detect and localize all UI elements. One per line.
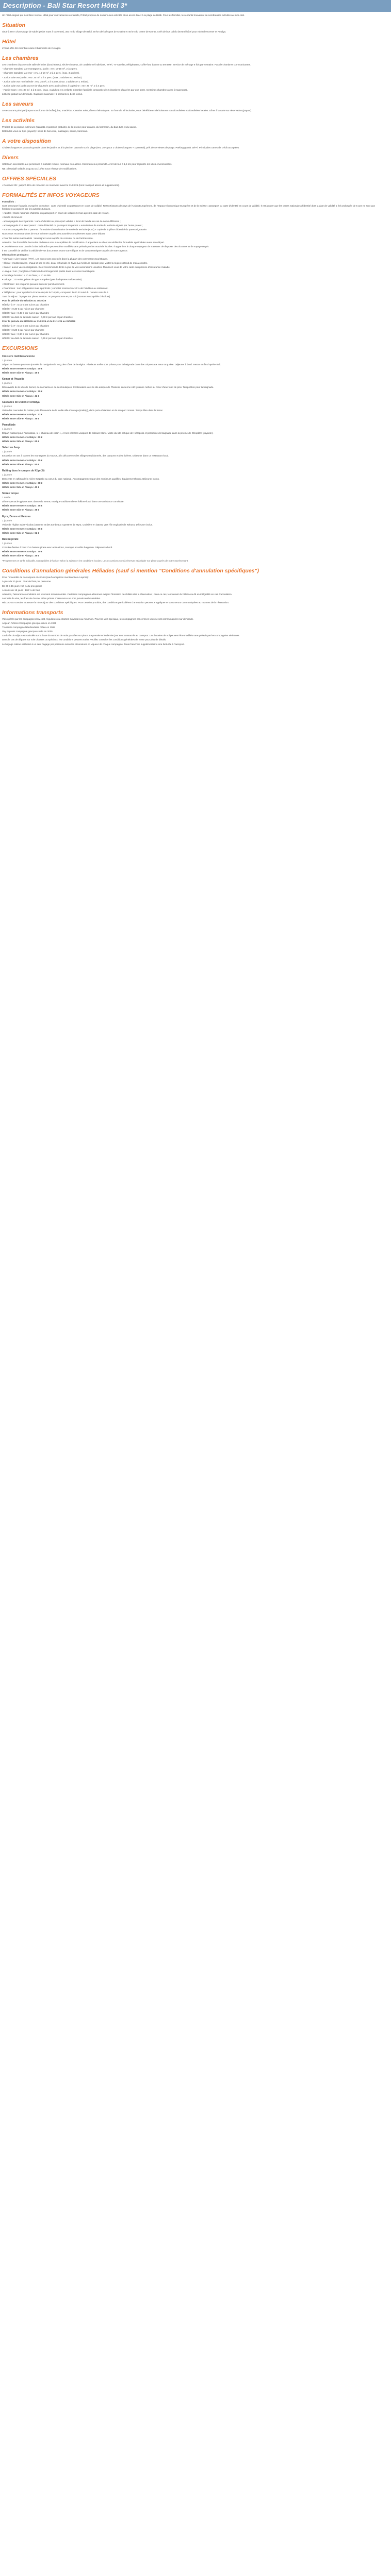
excursion-price: Hôtels entre Side et Alanya : 38 € <box>2 509 40 512</box>
excursion-description: Excursion en 4x4 à travers les montagnes du Taurus, à la découverte des villages traditionnels, des canyons et des rivières. Déjeuner dans un restaurant local. <box>2 454 169 457</box>
excursion-price: Hôtels entre Kemer et Antalya : 35 € <box>2 504 43 507</box>
section-paragraph: • Bébés et mineurs : <box>2 216 24 219</box>
excursion-footnote: *Programmes et tarifs indicatifs, susceptibles d'évoluer selon la saison et les conditions locales. Les excursions sont à réserver et à régler sur place auprès de notre représentant. <box>2 560 189 563</box>
excursion-duration: 1 journée <box>2 519 12 522</box>
section-formalites <box>2 192 385 340</box>
section-paragraph: - Chambre standard vue montagne ou jardin : env. 16-18 m², 2 à 3 pers. <box>2 67 78 71</box>
excursion-name: Rafting dans le canyon de Köprülü <box>2 469 45 472</box>
section-paragraph: À moins de 15 jours : 100 % de frais <box>2 588 40 591</box>
section-paragraph: Hôtel 5* luxe : 0,45 € par nuit et par chambre <box>2 312 50 315</box>
section-paragraph: Sont passeport français, européen ou suisse : carte d'identité ou passeport en cours de validité. Ressortissants de pays de l'Union Européenne, de l'Espace Économique Européen et de la Suisse : passeport ou carte d'identité en cours de validité. Il est à noter que les cartes nationales d'identité dont la date de validité a été prolongée de 5 ans ne sont pas forcément acceptées par les autorités turques. <box>2 204 376 210</box>
excursion-price: Hôtels entre Kemer et Antalya : 55 € <box>2 527 43 530</box>
excursion-price: Hôtels entre Kemer et Antalya : 32 € <box>2 413 43 416</box>
section-paragraph: Nous vous recommandons de vous informer auprès des autorités compétentes avant votre départ. <box>2 232 106 235</box>
section-paragraph: Aegean Airlines Compagnie grecque créée en 1999 <box>2 622 57 625</box>
excursion-description: Visite de l'église Saint-Nicolas à Demre et des tombeaux rupestres de Myra. Croisière en bateau vers l'île engloutie de Kekova. Déjeuner inclus. <box>2 523 153 526</box>
section-paragraph: Hôtel 5* luxe : 0,30 € par nuit et par chambre <box>2 332 50 335</box>
section-title-chambres: Les chambres <box>2 55 39 62</box>
excursion-item <box>2 401 385 420</box>
section-paragraph: • Climat : méditerranéen, chaud et sec en été, doux et humide en hiver. La meilleure période pour visiter la région s'étend de mai à octobre. <box>2 262 148 265</box>
section-situation <box>2 22 385 33</box>
section-paragraph: Informations pratiques : <box>2 253 29 256</box>
excursion-price: Hôtels entre Side et Alanya : 38 € <box>2 417 40 420</box>
section-animations <box>2 138 385 149</box>
excursion-name: Soirée turque <box>2 492 19 496</box>
section-paragraph: Hôtel 2* à 4* : 0,15 € par nuit et par chambre <box>2 303 50 307</box>
section-paragraph: Pour l'ensemble de nos séjours et circuits (sauf exceptions mentionnées ci-après) : <box>2 576 89 579</box>
excursion-price: Hôtels entre Side et Alanya : 35 € <box>2 554 40 557</box>
excursion-price: Hôtels entre Kemer et Antalya : 30 € <box>2 550 43 553</box>
excursion-duration: 1 journée <box>2 404 12 408</box>
section-paragraph: - accompagnés des 2 parents : carte d'identité ou passeport valides + livret de famille en cas de noms différents ; <box>2 220 121 223</box>
excursion-item <box>2 355 385 375</box>
excursion-description: Dîner-spectacle typique avec danse du ventre, musique traditionnelle et folklore local dans une ambiance conviviale. <box>2 500 124 503</box>
section-paragraph: Détendez-vous au Spa (payant) : soins de bien-être, massages, sauna, hammam. <box>2 130 88 133</box>
excursion-price: Hôtels entre Kemer et Antalya : 60 € <box>2 436 43 439</box>
section-paragraph: • Pourboires : non obligatoires mais appréciés ; comptez environ 5 à 10 % de l'addition au restaurant. <box>2 286 108 290</box>
excursion-description: Descente en rafting de la rivière Köprülü au cœur du parc national. Accompagnement par des moniteurs qualifiés. Équipement fourni. Déjeuner inclus. <box>2 477 160 480</box>
excursion-price: Hôtels entre Side et Alanya : 50 € <box>2 463 40 466</box>
section-title-conditions: Conditions d'annulation générales Héliades (sauf si mention "Conditions d'annulation spécifiques") <box>2 568 259 574</box>
section-paragraph: • Ces éléments sont donnés à titre indicatif et peuvent être modifiés sans préavis par les autorités locales. Il appartient à chaque voyageur de s'assurer de disposer des documents de voyage requis. <box>2 245 209 248</box>
section-paragraph: Il est conseillé de vérifier la validité de vos documents avant votre départ et de vous renseigner auprès de votre agence. <box>2 249 128 252</box>
section-paragraph: À plus de 30 jours : 35 € de frais par personne <box>2 580 51 583</box>
excursion-price: Hôtels entre Side et Alanya : 45 € <box>2 371 40 375</box>
section-paragraph: - Chambre standard vue mer : env. 16-18 m², 2 à 3 pers. (max. 3 adultes). <box>2 72 80 75</box>
excursion-description: Visite des cascades de Düden puis découverte de la vieille ville d'Antalya (Kaleiçi), de la porte d'Hadrien et de son port romain. Temps libre dans le bazar. <box>2 409 164 412</box>
section-title-excursions: EXCURSIONS <box>2 345 38 351</box>
section-paragraph: Hôtel non accessible aux personnes à mobilité réduite. Animaux non admis. Commerces à proximité. Arrêt de bus à 1,5 km pour rejoindre les villes environnantes. <box>2 163 172 166</box>
intro-text: Un hôtel élégant qui s'est bien rénové. Idéal pour vos vacances en famille, l'hôtel propose de nombreuses activités et un accès direct à la plage de Beldi. Pour les familles, les enfants trouveront de nombreuses activités au mini-club. <box>2 14 245 16</box>
excursion-name: Pamukkale <box>2 423 16 427</box>
section-title-hotel: Hôtel <box>2 39 16 45</box>
section-paragraph: Pour la période du 01/04/26 au 30/10/26 <box>2 299 46 302</box>
section-paragraph: • Réservez tôt : jusqu'à 15% de réduction en réservant avant le 31/03/26 (hors transport aérien et suppléments). <box>2 183 120 187</box>
section-paragraph: • Électricité : les coupures peuvent survenir ponctuellement. <box>2 282 65 285</box>
section-loisirs <box>2 101 385 112</box>
section-paragraph: Profitez de la piscine extérieure (transats et parasols gratuits), de la piscine pour enfants, du hammam, du bain turc et du sauna. <box>2 126 137 129</box>
section-paragraph: Situé à 50 m d'une plage de sable (petite route à traverser), 300 m du village de Beldi, 50 km de l'aéroport de Antalya et 45 km du centre de Kemer. Arrêt de bus public devant l'hôtel pour rejoindre Kemer et Antalya. <box>2 30 226 33</box>
section-conditions <box>2 568 385 604</box>
section-paragraph: - Junior suite vue jardin au rez-de-chaussée avec accès direct à la piscine : env. 25 m², 2 à 4 pers. <box>2 84 105 87</box>
section-title-activites: Les activités <box>2 117 35 124</box>
section-paragraph: • Décalage horaire : + 1h en hiver, + 1h en été. <box>2 274 52 277</box>
section-paragraph: Le bagage cabine est limité à un seul bagage par personne selon les dimensions en vigueur de chaque compagnie. Toute franchise supplémentaire sera facturée à l'aéroport. <box>2 642 185 646</box>
excursion-duration: 1 journée <box>2 382 12 385</box>
section-paragraph: - Junior suite vue jardin : env. 25 m², 2 à 4 pers. (max. 3 adultes et 1 enfant). <box>2 76 83 79</box>
section-paragraph: • Pour les autres nationalités : renseignez-vous auprès du consulat ou de l'ambassade. <box>2 236 93 240</box>
excursion-price: Hôtels entre Side et Alanya : 42 € <box>2 394 40 397</box>
section-paragraph: • Monnaie : Livre turque (TRY). Les euros sont acceptés dans la plupart des commerces touristiques. <box>2 258 108 260</box>
section-paragraph: Hôtel 5* : 0,30 € par nuit et par chambre <box>2 308 44 311</box>
section-paragraph: • Téléphone : pour appeler la France depuis la Turquie, composez le 00 33 suivi du numéro sans le 0. <box>2 291 109 294</box>
section-paragraph: - non accompagnés des 2 parents : formulaire d'autorisation de sortie de territoire (AST) + copie de la pièce d'identité du parent signataire. <box>2 228 148 231</box>
section-paragraph: Formalités : <box>2 200 16 203</box>
section-paragraph: NB : descriptif valable jusqu'au 31/10/23 sous réserve de modifications. <box>2 167 77 170</box>
section-paragraph: Sky Express compagnie grecque créée en 2005 <box>2 630 53 633</box>
section-paragraph: Les chambres disposent de salle de bains (douche/WC), sèche-cheveux, air conditionné individuel, Wi-Fi, TV satellite, réfrigérateur, coffre-fort, balcon ou terrasse. Service de ménage 6 fois par semaine. Pas de chambres communicantes. <box>2 63 251 66</box>
section-paragraph: De 30 à 15 jours : 50 % du prix global <box>2 584 42 587</box>
section-paragraph: Le restaurant principal (repas sous forme de buffet), bar, snack-bar. Certains soirs, dîners thématiques. En formule all inclusive, vous bénéficierez de boissons non alcoolisées et alcoolisées locales. Dîner à la carte sur réservation (payant). <box>2 109 252 112</box>
section-hotel <box>2 39 385 50</box>
section-paragraph: Pour la période du 01/01/26 au 31/03/26 et du 01/11/26 au 31/12/26 <box>2 320 76 323</box>
section-paragraph: Chaises longues et parasols gratuits dans les jardins et à la piscine, parasols sur la plage (env. 20 € pour 2 chaises longues + 1 parasol), prêt de serviettes de plage. Parking gratuit. Wi-Fi. Principales cartes de crédit acceptées. <box>2 146 240 149</box>
excursion-description: Départ matinal pour Pamukkale, le « château de coton », et ses célèbres vasques de calcaire blanc. Visite du site antique de Hiérapolis et possibilité de baignade dans la piscine de Cléopâtre (payante). <box>2 432 214 435</box>
section-paragraph: L'hôtel offre 98 chambres dans 3 bâtiments de 2 étages. <box>2 47 61 50</box>
excursion-item <box>2 423 385 443</box>
section-title-infos-transport: Informations transports <box>2 609 63 616</box>
excursion-item <box>2 538 385 557</box>
section-title-formalites: FORMALITÉS ET INFOS VOYAGEURS <box>2 192 100 198</box>
page-title: Description - Bali Star Resort Hôtel 3* <box>3 2 127 10</box>
excursion-price: Hôtels entre Kemer et Antalya : 35 € <box>2 390 43 393</box>
section-title-offres: OFFRES SPÉCIALES <box>2 175 57 182</box>
section-paragraph: - Junior suite vue mer latérale : env. 25 m², 2 à 4 pers. (max. 3 adultes et 1 enfant). <box>2 80 89 83</box>
section-paragraph: Les frais de visa, les frais de dossier et les primes d'assurance ne sont jamais remboursables. <box>2 597 101 600</box>
excursion-price: Hôtels entre Kemer et Antalya : 38 € <box>2 481 43 484</box>
excursion-description: Découverte de la ville de Kemer, de sa marina et de ses boutiques. Continuation vers le site antique de Phaselis, ancienne cité lycienne nichée au cœur d'une forêt de pins. Temps libre pour la baignade. <box>2 386 214 389</box>
section-title-animations: A votre disposition <box>2 138 51 145</box>
excursion-item <box>2 515 385 535</box>
excursion-name: Bateau pirate <box>2 537 19 541</box>
excursion-duration: 1 soirée <box>2 496 11 499</box>
section-paragraph: Hôtel 2* à 4* : 0,10 € par nuit et par chambre <box>2 324 50 327</box>
excursion-duration: 1 journée <box>2 473 12 476</box>
section-title-loisirs: Les saveurs <box>2 101 34 108</box>
excursion-description: Croisière festive à bord d'un bateau pirate avec animations, musique et arrêts baignade. Déjeuner à bord. <box>2 546 113 549</box>
excursion-item <box>2 446 385 466</box>
section-paragraph: Transavia compagnie Néerlandaise créée en 1965 <box>2 626 55 629</box>
excursion-price: Hôtels entre Side et Alanya : 65 € <box>2 440 40 443</box>
excursion-duration: 1 journée <box>2 428 12 430</box>
section-activites <box>2 117 385 133</box>
excursion-description: Départ en bateau pour une journée de navigation le long des côtes de la région. Plusieurs arrêts sont prévus pour la baignade dans des criques aux eaux turquoise. Déjeuner à bord. Retour en fin d'après-midi. <box>2 363 221 366</box>
section-paragraph: Lit bébé gratuit sur demande. Capacité maximale : 5 personnes, bébé inclus. <box>2 92 83 95</box>
section-title-divers: Divers <box>2 155 19 161</box>
excursion-name: Safari en Jeep <box>2 446 20 450</box>
section-paragraph: Hôtel 5* au-delà de la haute saison : 0,60 € par nuit et par chambre <box>2 316 73 319</box>
section-offres <box>2 176 385 187</box>
excursion-name: Cascades de Düden et Antalya <box>2 400 40 404</box>
section-paragraph: La durée du séjour est calculée sur la base du nombre de nuits passées sur place. Le premier et le dernier jour sont consacrés au transport. Les horaires de vol peuvent être modifiés sans préavis par les compagnies aériennes. <box>2 634 240 637</box>
section-paragraph: HÉLIADES consulte et assure la mise à jour des conditions spécifiques. Pour certains produits, des conditions particulières d'annulation peuvent s'appliquer et vous seront communiquées au moment de la réservation. <box>2 601 230 604</box>
section-paragraph: - accompagnés d'un seul parent : carte d'identité ou passeport du parent + autorisation de sortie du territoire signée par l'autre parent ; <box>2 224 143 227</box>
section-paragraph: Hôtel 5* au-delà de la haute saison : 0,45 € par nuit et par chambre <box>2 336 73 340</box>
section-paragraph: Attention : les formalités énoncées ci-dessus sont susceptibles de modification. Il appartient au client de vérifier les formalités applicables avant son départ. <box>2 241 165 244</box>
title-bar <box>0 0 391 12</box>
section-paragraph: - Family room : env. 30 m², 2 à 5 pers. (max. 4 adultes et 1 enfant). Chambre familiale composée de 2 chambres séparées par une porte. Certaines chambres avec lit superposé. <box>2 88 188 91</box>
excursion-name: Kemer et Phaselis <box>2 378 25 381</box>
excursion-item <box>2 469 385 489</box>
section-paragraph: • Santé : aucun vaccin obligatoire. Il est recommandé d'être à jour de vos vaccinations usuelles. Munissez-vous de votre carte européenne d'assurance maladie. <box>2 266 171 269</box>
excursion-price: Hôtels entre Side et Alanya : 62 € <box>2 531 40 534</box>
section-paragraph: • Voltage : 220 volts, prises de type européen (pas d'adaptateur nécessaire). <box>2 278 83 281</box>
section-chambres <box>2 55 385 96</box>
excursion-duration: 1 journée <box>2 359 12 362</box>
excursion-price: Hôtels entre Side et Alanya : 40 € <box>2 486 40 489</box>
section-paragraph: Vols opérés par les compagnies low cost, régulières ou charters suivantes au minimum. Pour les vols spéciaux, les compagnies concernées vous seront communiquées sur demande. <box>2 618 194 620</box>
section-title-situation: Situation <box>2 22 25 29</box>
excursion-name: Myra, Demre et Kekova <box>2 515 31 518</box>
excursion-item <box>2 492 385 512</box>
content <box>0 12 387 646</box>
excursion-item <box>2 378 385 397</box>
section-paragraph: Attention, l'assurance annulation est vivement recommandée. Certaines compagnies aériennes exigent l'émission des billets dès la réservation ; dans ce cas, le montant du billet sera dû en intégralité en cas d'annulation. <box>2 592 232 596</box>
section-paragraph: Hôtel 5* : 0,20 € par nuit et par chambre <box>2 328 44 331</box>
excursion-price: Hôtels entre Kemer et Antalya : 40 € <box>2 367 43 370</box>
section-infos-transport <box>2 609 385 646</box>
section-excursions <box>2 345 385 563</box>
excursion-name: Croisière méditerranéenne <box>2 354 35 358</box>
excursion-price: Hôtels entre Kemer et Antalya : 45 € <box>2 459 43 462</box>
excursion-duration: 1 journée <box>2 450 12 453</box>
excursion-duration: 1 journée <box>2 541 12 545</box>
section-paragraph: • Langue : turc ; l'anglais et l'allemand sont largement parlés dans les zones touristiques. <box>2 270 95 273</box>
section-divers <box>2 155 385 170</box>
section-paragraph: Taxe de séjour : à payer sur place, environ 2 € par personne et par nuit (montant susceptible d'évoluer). <box>2 295 111 298</box>
section-paragraph: Dans le cas de départs sur vols charters ou spéciaux, les conditions peuvent varier. Veuillez consulter les conditions générales de vente pour plus de détails. <box>2 638 167 641</box>
section-paragraph: • Adultes : Carte nationale d'identité ou passeport en cours de validité (6 mois après la date de retour). <box>2 211 109 214</box>
